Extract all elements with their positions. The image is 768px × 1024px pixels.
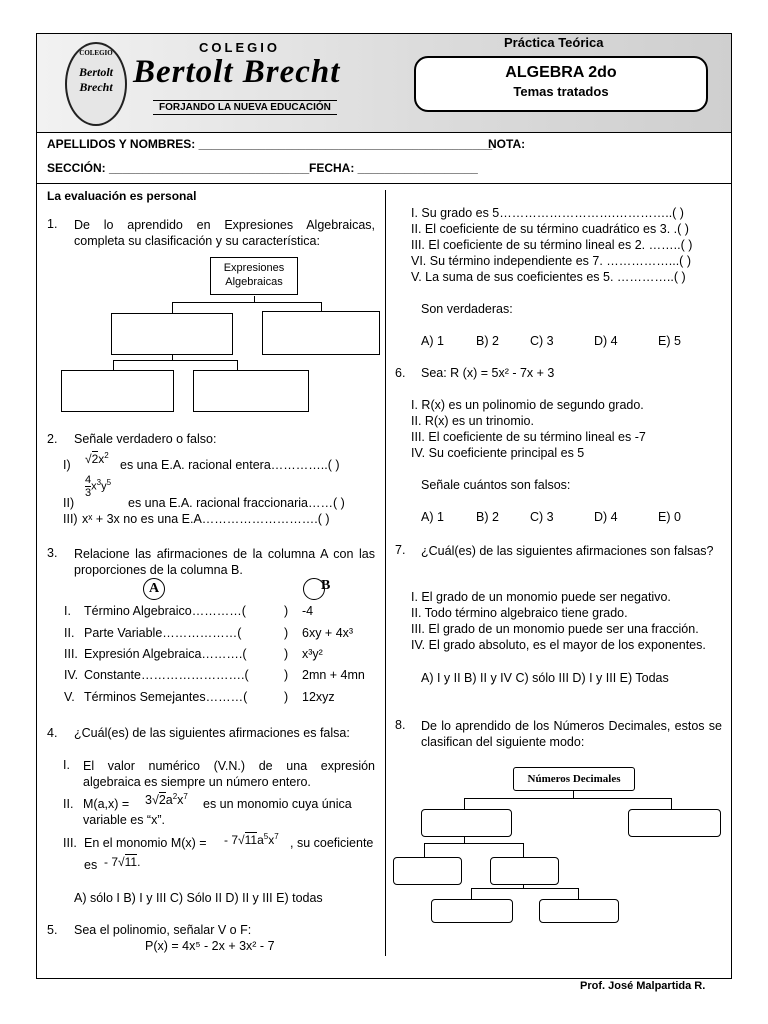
q3-row-paren[interactable]: ) bbox=[284, 690, 289, 704]
q3-row-paren[interactable]: ) bbox=[284, 668, 289, 682]
q4-formula-mx: - $7√11a^5x^7$ bbox=[224, 832, 279, 847]
q5-option[interactable]: A) 1 bbox=[421, 334, 444, 348]
names-field[interactable]: APELLIDOS Y NOMBRES: ____________________________________________ bbox=[47, 137, 493, 151]
q8-line bbox=[471, 888, 579, 889]
q6-option[interactable]: E) 0 bbox=[658, 510, 681, 524]
q4-number: 4. bbox=[47, 726, 58, 740]
q1-blank-box[interactable] bbox=[111, 313, 233, 355]
q5-item: V. La suma de sus coeficientes es 5. …………..( ) bbox=[411, 270, 686, 284]
q4-item-num: I. bbox=[63, 758, 70, 772]
q8-blank-box[interactable] bbox=[490, 857, 559, 885]
q6-option[interactable]: D) 4 bbox=[594, 510, 618, 524]
q1-line bbox=[172, 302, 322, 303]
q3-row-paren[interactable]: ) bbox=[284, 626, 289, 640]
q3-row-left: Términos Semejantes………( bbox=[84, 690, 248, 704]
q8-line bbox=[424, 843, 524, 844]
page-header bbox=[37, 34, 731, 133]
q3-row-num: V. bbox=[64, 690, 75, 704]
author-credit: Prof. José Malpartida R. bbox=[580, 980, 706, 992]
q4-item2-c: variable es “x”. bbox=[83, 813, 165, 827]
q3-number: 3. bbox=[47, 546, 58, 560]
q3-row-left: Expresión Algebraica……….( bbox=[84, 647, 247, 661]
q5-question: Son verdaderas: bbox=[421, 302, 513, 316]
q7-item: II. Todo término algebraico tiene grado. bbox=[411, 606, 628, 620]
q4-item3-b: , su coeficiente bbox=[290, 836, 374, 850]
q5-option[interactable]: B) 2 bbox=[476, 334, 499, 348]
q6-number: 6. bbox=[395, 366, 406, 380]
q8-line bbox=[464, 798, 465, 809]
q3-row-num: I. bbox=[64, 604, 71, 618]
q5-text: Sea el polinomio, señalar V o F: bbox=[74, 923, 252, 937]
q1-text: De lo aprendido en Expresiones Algebraicas, completa su clasificación y su característica: bbox=[74, 218, 375, 248]
q4-options: A) sólo I B) I y III C) Sólo II D) II y III E) todas bbox=[74, 891, 323, 905]
q5-item: III. El coeficiente de su término lineal es 2. ……..( ) bbox=[411, 238, 693, 252]
q4-item2-b: es un monomio cuya única bbox=[203, 797, 352, 811]
grade-field[interactable]: NOTA: bbox=[488, 137, 526, 151]
q1-line bbox=[113, 360, 114, 370]
q1-blank-box[interactable] bbox=[61, 370, 174, 412]
q7-options: A) I y II B) II y IV C) sólo III D) I y III E) Todas bbox=[421, 671, 669, 685]
q1-root-line2: Algebraicas bbox=[225, 276, 283, 288]
q8-line bbox=[424, 843, 425, 857]
q1-root-line1: Expresiones bbox=[223, 262, 285, 274]
q3-row-paren[interactable]: ) bbox=[284, 647, 289, 661]
q5-formula: P(x) = 4x⁵ - 2x + 3x² - 7 bbox=[145, 939, 275, 953]
date-field[interactable]: FECHA: __________________ bbox=[309, 161, 478, 175]
q3-row-right: -4 bbox=[302, 604, 314, 618]
q1-line bbox=[113, 360, 238, 361]
q3-text: Relacione las afirmaciones de la columna A con las proporciones de la columna B. bbox=[74, 547, 375, 577]
logo-top-text: COLEGIO bbox=[79, 49, 113, 57]
q1-blank-box[interactable] bbox=[262, 311, 380, 355]
q4-item1: El valor numérico (V.N.) de una expresión algebraica es siempre un número entero. bbox=[83, 759, 375, 789]
q5-item: VI. Su término independiente es 7. ……………...( ) bbox=[411, 254, 691, 268]
q6-text: Sea: R (x) = 5x² - 7x + 3 bbox=[421, 366, 555, 380]
q1-line bbox=[237, 360, 238, 370]
q7-item: III. El grado de un monomio puede ser una fracción. bbox=[411, 622, 699, 636]
school-name: Bertolt Brecht bbox=[133, 54, 341, 90]
info-divider bbox=[37, 183, 731, 184]
q4-formula-coef: - 7√11. bbox=[104, 855, 141, 869]
q8-number: 8. bbox=[395, 718, 406, 732]
logo-word-2: Brecht bbox=[79, 80, 113, 94]
q8-blank-box[interactable] bbox=[393, 857, 462, 885]
q2-item-num: III) bbox=[63, 512, 78, 526]
q6-item: IV. Su coeficiente principal es 5 bbox=[411, 446, 585, 460]
q5-item: I. Su grado es 5……………………….…………..( ) bbox=[411, 206, 684, 220]
q5-number: 5. bbox=[47, 923, 58, 937]
q2-text: Señale verdadero o falso: bbox=[74, 432, 217, 446]
q1-blank-box[interactable] bbox=[193, 370, 309, 412]
q5-option[interactable]: D) 4 bbox=[594, 334, 618, 348]
q4-item2-a: M(a,x) = bbox=[83, 797, 130, 811]
school-prefix: COLEGIO bbox=[199, 40, 280, 55]
q2-number: 2. bbox=[47, 432, 58, 446]
q4-item-num: III. bbox=[63, 836, 77, 850]
q3-row-right: x³y² bbox=[302, 647, 323, 661]
q3-row-num: III. bbox=[64, 647, 78, 661]
q6-option[interactable]: B) 2 bbox=[476, 510, 499, 524]
q4-item3-c: es bbox=[84, 858, 98, 872]
subject-title: ALGEBRA 2do bbox=[505, 64, 617, 81]
practice-type: Práctica Teórica bbox=[504, 35, 604, 50]
q2-item-num: I) bbox=[63, 458, 71, 472]
q8-blank-box[interactable] bbox=[431, 899, 513, 923]
q3-row-left: Término Algebraico…………( bbox=[84, 604, 246, 618]
subject-box bbox=[414, 56, 708, 112]
q6-option[interactable]: C) 3 bbox=[530, 510, 554, 524]
q6-item: I. R(x) es un polinomio de segundo grado. bbox=[411, 398, 644, 412]
q8-line bbox=[671, 798, 672, 809]
q1-line bbox=[172, 302, 173, 313]
q8-blank-box[interactable] bbox=[421, 809, 512, 837]
topics-subtitle: Temas tratados bbox=[513, 84, 609, 99]
q2-formula-2: $\frac{4}{3}$ $x^3y^5$ bbox=[85, 474, 112, 499]
q2-item-text: xˣ + 3x no es una E.A……………………….( ) bbox=[82, 512, 330, 526]
q3-row-left: Constante…………………….( bbox=[84, 668, 249, 682]
q7-item: I. El grado de un monomio puede ser negativo. bbox=[411, 590, 671, 604]
q6-item: II. R(x) es un trinomio. bbox=[411, 414, 534, 428]
logo-word-1: Bertolt bbox=[78, 65, 113, 79]
q2-formula-1: $√2x^2$ bbox=[85, 451, 109, 466]
q7-text: ¿Cuál(es) de las siguientes afirmaciones son falsas? bbox=[421, 544, 714, 558]
q5-option[interactable]: E) 5 bbox=[658, 334, 681, 348]
q2-item-num: II) bbox=[63, 496, 75, 510]
q1-number: 1. bbox=[47, 217, 58, 231]
intro-text: La evaluación es personal bbox=[47, 189, 197, 203]
school-motto: FORJANDO LA NUEVA EDUCACIÓN bbox=[153, 100, 337, 115]
q7-item: IV. El grado absoluto, es el mayor de los exponentes. bbox=[411, 638, 706, 652]
q5-option[interactable]: C) 3 bbox=[530, 334, 554, 348]
q3-row-num: IV. bbox=[64, 668, 79, 682]
q6-question: Señale cuántos son falsos: bbox=[421, 478, 571, 492]
q6-item: III. El coeficiente de su término lineal es -7 bbox=[411, 430, 646, 444]
q8-root-label: Números Decimales bbox=[527, 773, 621, 785]
q3-row-left: Parte Variable………………( bbox=[84, 626, 242, 640]
q5-item: II. El coeficiente de su término cuadrático es 3. .( ) bbox=[411, 222, 689, 236]
q7-number: 7. bbox=[395, 543, 406, 557]
q3-col-b: B bbox=[321, 578, 331, 593]
q8-root-box bbox=[513, 767, 635, 791]
q3-row-right: 12xyz bbox=[302, 690, 335, 704]
q2-item-text: es una E.A. racional fraccionaria……( ) bbox=[128, 496, 345, 510]
q8-line bbox=[464, 798, 672, 799]
q8-blank-box[interactable] bbox=[628, 809, 721, 837]
q4-formula-m: $3√2a^2x^7$ bbox=[145, 792, 188, 808]
q6-option[interactable]: A) 1 bbox=[421, 510, 444, 524]
q3-row-num: II. bbox=[64, 626, 75, 640]
q3-row-paren[interactable]: ) bbox=[284, 604, 289, 618]
q3-row-right: 2mn + 4mn bbox=[302, 668, 365, 682]
q4-text: ¿Cuál(es) de las siguientes afirmaciones es falsa: bbox=[74, 726, 350, 740]
column-divider bbox=[385, 190, 386, 956]
q2-item-text: es una E.A. racional entera…………..( ) bbox=[120, 458, 340, 472]
q3-row-right: 6xy + 4x³ bbox=[302, 626, 354, 640]
q8-line bbox=[523, 843, 524, 857]
q8-text: De lo aprendido de los Números Decimales, estos se clasifican del siguiente modo: bbox=[421, 719, 722, 749]
q8-blank-box[interactable] bbox=[539, 899, 619, 923]
section-field[interactable]: SECCIÓN: ______________________________ bbox=[47, 161, 310, 175]
q4-item-num: II. bbox=[63, 797, 74, 811]
q4-item3-a: En el monomio M(x) = bbox=[84, 836, 207, 850]
q1-root-box bbox=[210, 257, 298, 295]
q3-col-a: A bbox=[143, 578, 165, 600]
school-logo bbox=[65, 42, 127, 126]
